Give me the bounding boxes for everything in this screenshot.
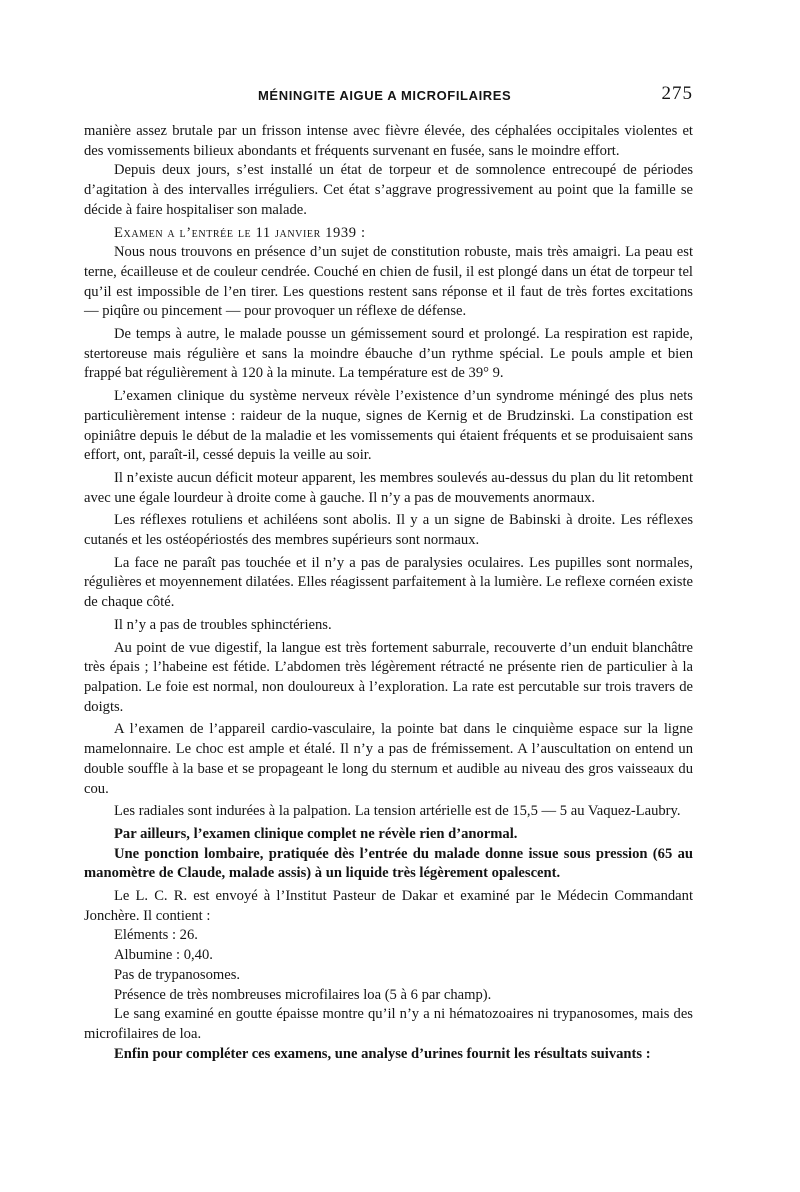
paragraph-blood: Le sang examiné en goutte épaisse montre qu’il n’y a ni hématozoaires ni trypanosomes, mais des microfilaires de loa. bbox=[84, 1006, 693, 1042]
page-header bbox=[84, 83, 693, 106]
paragraph-digestive: Au point de vue digestif, la langue est très fortement saburrale, recouverte d’un enduit blanchâtre très épais ; l’habeine est fétide. L’abdomen très légèrement rétracté ne présente rien de particulier à la palpation. Le foie est normal, non douloureux à l’exploration. La rate est percutable sur trois travers de doigts. bbox=[84, 639, 693, 715]
paragraph-urine: Enfin pour compléter ces examens, une analyse d’urines fournit les résultats suivants : bbox=[114, 1045, 651, 1062]
running-title: MÉNINGITE AIGUE A MICROFILAIRES bbox=[258, 88, 512, 103]
paragraph-torpor: Depuis deux jours, s’est installé un état de torpeur et de somnolence entrecoupé de périodes d’agitation à des intervalles irréguliers. Cet état s’aggrave progressivement au point que la famille se décide à faire hospitaliser son malade. bbox=[84, 162, 693, 218]
paragraph-onset: manière assez brutale par un frisson intense avec fièvre élevée, des céphalées occipitales violentes et des vomissements bilieux abondants et fréquents survenant en fusée, sans le moindre effort. bbox=[84, 123, 693, 159]
lcr-albumine: Albumine : 0,40. bbox=[114, 947, 213, 964]
paragraph-lcr: Le L. C. R. est envoyé à l’Institut Pasteur de Dakar et examiné par le Médecin Commandant Jonchère. Il contient : bbox=[84, 888, 693, 924]
lcr-elements: Eléments : 26. bbox=[114, 927, 198, 944]
paragraph-sphincters: Il n’y a pas de troubles sphinctériens. bbox=[114, 616, 332, 633]
page-number: 275 bbox=[661, 83, 693, 104]
paragraph-radials: Les radiales sont indurées à la palpation. La tension artérielle est de 15,5 — 5 au Vaquez-Laubry. bbox=[114, 803, 681, 820]
paragraph-face-pupils: La face ne paraît pas touchée et il n’y a pas de paralysies oculaires. Les pupilles sont normales, régulières et moyennement dilatées. Elles réagissent parfaitement à la lumière. Le reflexe cornéen existe de chaque côté. bbox=[84, 554, 694, 611]
lcr-microfilaires: Présence de très nombreuses microfilaires loa (5 à 6 par champ). bbox=[114, 986, 492, 1003]
paragraph-otherwise: Par ailleurs, l’examen clinique complet ne révèle rien d’anormal. bbox=[114, 825, 518, 842]
body-text bbox=[84, 122, 693, 1064]
section-heading-exam: Examen a l’entrée le 11 janvier 1939 : bbox=[114, 224, 366, 241]
lcr-trypanosomes: Pas de trypanosomes. bbox=[114, 966, 241, 983]
paragraph-cardiovascular: A l’examen de l’appareil cardio-vasculaire, la pointe bat dans le cinquième espace sur la ligne mamelonnaire. Le choc est ample et étalé. Il n’y a pas de frémissement. A l’auscultation on entend un double souffle à la base et se propageant le long du sternum et audible au niveau des gros vaisseaux du cou. bbox=[84, 721, 693, 797]
paragraph-lumbar-puncture: Une ponction lombaire, pratiquée dès l’entrée du malade donne issue sous pression (65 au manomètre de Claude, malade assis) à un liquide très légèrement opalescent. bbox=[84, 845, 693, 882]
paragraph-motor: Il n’existe aucun déficit moteur apparent, les membres soulevés au-dessus du plan du lit retombent avec une égale lourdeur à droite come à gauche. Il n’y a pas de mouvements anormaux. bbox=[84, 469, 693, 506]
paragraph-respiration: De temps à autre, le malade pousse un gémissement sourd et prolongé. La respiration est rapide, stertoreuse mais régulière et sans la moindre ébauche d’un rythme spécial. Le pouls ample et bien frappé bat régulièrement à 120 à la minute. La température est de 39° 9. bbox=[84, 326, 693, 382]
paragraph-nervous-system: L’examen clinique du système nerveux révèle l’existence d’un syndrome méningé des plus nets particulièrement intense : raideur de la nuque, signes de Kernig et de Brudzinski. La constipation est opiniâtre depuis le début de la maladie et les vomissements qui étaient fréquents et se produisaient sans effort, ont, paraît-il, cessé depuis la veille au soir. bbox=[84, 388, 693, 464]
paragraph-general-state: Nous nous trouvons en présence d’un sujet de constitution robuste, mais très amaigri. La peau est terne, écailleuse et de couleur cendrée. Couché en chien de fusil, il est plongé dans un état de torpeur tel qu’il est impossible de l’en tirer. Les questions restent sans réponse et il faut de très fortes excitations — piqûre ou pincement — pour provoquer un réflexe de défense. bbox=[84, 244, 693, 320]
paragraph-reflexes: Les réflexes rotuliens et achiléens sont abolis. Il y a un signe de Babinski à droite. Les réflexes cutanés et les ostéopériostés des membres supérieurs sont normaux. bbox=[84, 512, 693, 549]
